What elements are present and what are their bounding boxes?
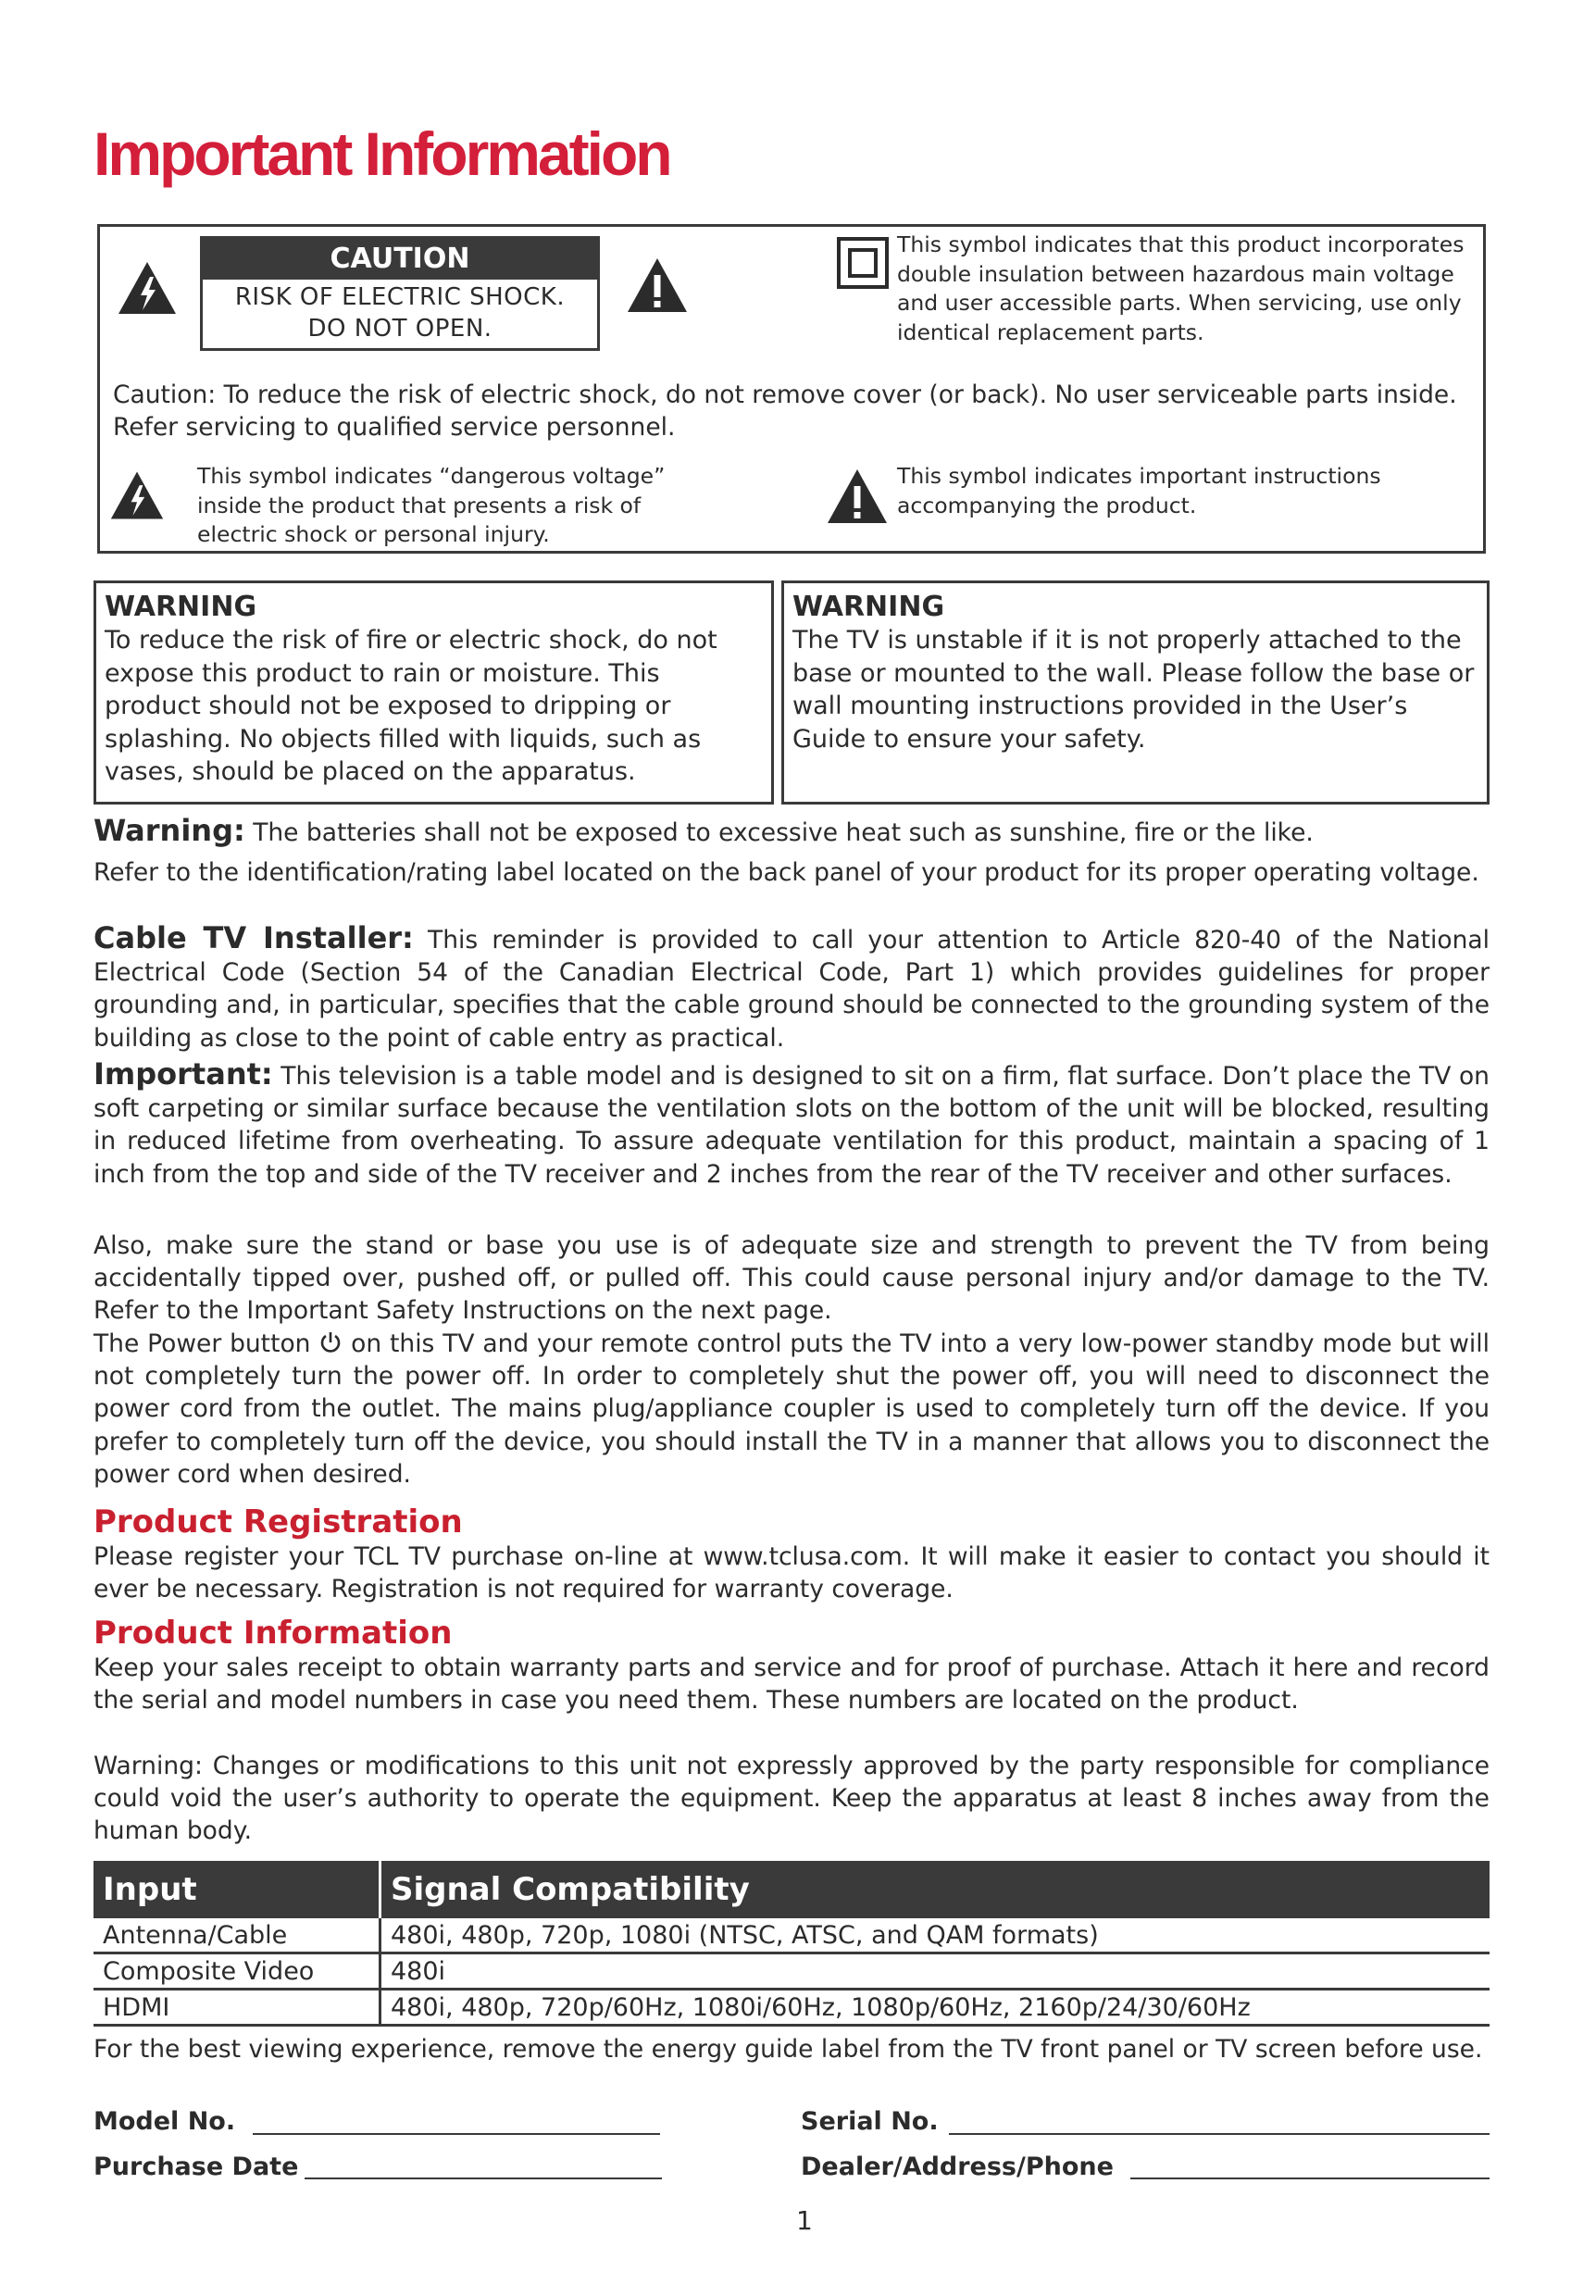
product-info-text: Keep your sales receipt to obtain warranty parts and service and for proof of purchase. Attach it here and record the serial and model numbers in case you need them. These numbers are located on the product. xyxy=(94,1653,1490,1716)
warning-box-left xyxy=(94,580,774,805)
exclamation-triangle-icon xyxy=(826,468,889,525)
model-number-label: Model No. xyxy=(94,2107,236,2136)
signal-cell: 480i xyxy=(380,1953,1490,1990)
energy-guide-note: For the best viewing experience, remove the energy guide label from the TV front panel or TV screen before use. xyxy=(94,2035,1483,2064)
warning-heading: WARNING xyxy=(792,591,945,623)
table-row xyxy=(94,1918,1490,1953)
table-header-row xyxy=(94,1861,1490,1918)
purchase-date-label: Purchase Date xyxy=(94,2152,299,2181)
registration-text: Please register your TCL TV purchase on-line at www.tclusa.com. It will make it easier to contact you should it ever be necessary. Registration is not required for warranty coverage. xyxy=(94,1542,1490,1604)
page-title: Important Information xyxy=(94,119,670,188)
signal-cell: 480i, 480p, 720p/60Hz, 1080i/60Hz, 1080p/60Hz, 2160p/24/30/60Hz xyxy=(380,1990,1490,2026)
battery-warning-lead: Warning: xyxy=(94,813,245,848)
caution-line-2: DO NOT OPEN. xyxy=(307,315,493,343)
double-insulation-icon xyxy=(837,237,889,289)
exclamation-triangle-icon xyxy=(626,256,689,314)
warning-box-right xyxy=(781,580,1490,805)
power-note-before: The Power button xyxy=(94,1329,311,1358)
input-cell: Composite Video xyxy=(94,1953,380,1990)
column-header-signal: Signal Compatibility xyxy=(380,1861,1490,1918)
important-lead: Important: xyxy=(94,1056,273,1092)
table-row xyxy=(94,1953,1490,1990)
warning-text: To reduce the risk of fire or electric shock, do not expose this product to rain or moisture. This product should not be exposed to dripping or splashing. No objects filled with liquids, such as vases, should be placed on the apparatus. xyxy=(105,626,717,787)
dangerous-voltage-text: This symbol indicates “dangerous voltage” inside the product that presents a risk of electric shock or personal injury. xyxy=(197,463,666,547)
battery-warning-text: The batteries shall not be exposed to excessive heat such as sunshine, fire or the like. xyxy=(253,818,1314,847)
rating-label-note: Refer to the identification/rating label located on the back panel of your product for its proper operating voltage. xyxy=(94,858,1479,887)
power-note xyxy=(94,1328,1490,1491)
serial-number-field[interactable] xyxy=(949,2133,1490,2135)
warning-heading: WARNING xyxy=(105,591,257,623)
battery-warning xyxy=(94,815,1490,849)
dealer-label: Dealer/Address/Phone xyxy=(801,2152,1114,2181)
input-cell: HDMI xyxy=(94,1990,380,2026)
model-number-field[interactable] xyxy=(253,2133,660,2135)
modification-warning: Warning: Changes or modifications to this unit not expressly approved by the party responsible for compliance could void the user’s authority to operate the equipment. Keep the apparatus at least 8 inches away from the human body. xyxy=(94,1752,1490,1846)
registration-heading: Product Registration xyxy=(94,1504,463,1541)
table-row xyxy=(94,1990,1490,2026)
caution-notice: Caution: To reduce the risk of electric shock, do not remove cover (or back). No user serviceable parts inside. Refer servicing to qualified service personnel. xyxy=(113,381,1457,443)
caution-head: CAUTION xyxy=(203,239,597,280)
lightning-triangle-icon xyxy=(117,260,178,316)
input-cell: Antenna/Cable xyxy=(94,1918,380,1953)
double-insulation-text: This symbol indicates that this product incorporates double insulation between hazardous main voltage and user accessible parts. When servicing, use only identical replacement parts. xyxy=(897,231,1465,345)
serial-number-label: Serial No. xyxy=(801,2107,939,2136)
important-note xyxy=(94,1058,1490,1191)
stand-note: Also, make sure the stand or base you use is of adequate size and strength to prevent the TV from being accidentally tipped over, pushed off, or pulled off. This could cause personal injury and/or damage to the TV. Refer to the Important Safety Instructions on the next page. xyxy=(94,1231,1490,1326)
product-info-heading: Product Information xyxy=(94,1615,453,1652)
signal-compatibility-table xyxy=(94,1861,1490,2027)
dealer-field[interactable] xyxy=(1130,2177,1490,2179)
power-note-after: on this TV and your remote control puts the TV into a very low-power standby mode but will not completely turn the power off. In order to completely shut the power off, you will need to disconnect the power cord from the outlet. The mains plug/appliance coupler is used to completely turn off the device. If you prefer to completely turn off the device, you should install the TV in a manner that allows you to disconnect the power cord when desired. xyxy=(94,1329,1490,1489)
important-instructions-text: This symbol indicates important instructions accompanying the product. xyxy=(897,463,1381,518)
cable-installer xyxy=(94,922,1490,1054)
signal-cell: 480i, 480p, 720p, 1080i (NTSC, ATSC, and QAM formats) xyxy=(380,1918,1490,1953)
caution-line-1: RISK OF ELECTRIC SHOCK. xyxy=(234,283,566,311)
power-icon xyxy=(318,1330,343,1354)
lightning-triangle-icon xyxy=(109,469,165,521)
caution-box xyxy=(97,224,1486,554)
caution-label xyxy=(200,236,600,351)
cable-installer-text: This reminder is provided to call your attention to Article 820-40 of the National Electrical Code (Section 54 of the Canadian Electrical Code, Part 1) which provides guidelines for proper grounding and, in particular, specifies that the cable ground should be connected to the grounding system of the building as close to the point of cable entry as practical. xyxy=(94,926,1490,1053)
page-number: 1 xyxy=(796,2205,813,2236)
important-text: This television is a table model and is designed to sit on a firm, flat surface. Don’t place the TV on soft carpeting or similar surface because the ventilation slots on the bottom of the unit will be blocked, resulting in reduced lifetime from overheating. To assure adequate ventilation for this product, maintain a spacing of 1 inch from the top and side of the TV receiver and 2 inches from the rear of the TV receiver and other surfaces. xyxy=(94,1062,1490,1189)
purchase-date-field[interactable] xyxy=(305,2177,662,2179)
warning-text: The TV is unstable if it is not properly attached to the base or mounted to the wall. Please follow the base or wall mounting instructions provided in the User’s Guide to ensure your safety. xyxy=(792,626,1475,754)
column-header-input: Input xyxy=(94,1861,380,1918)
cable-installer-lead: Cable TV Installer: xyxy=(94,920,414,955)
